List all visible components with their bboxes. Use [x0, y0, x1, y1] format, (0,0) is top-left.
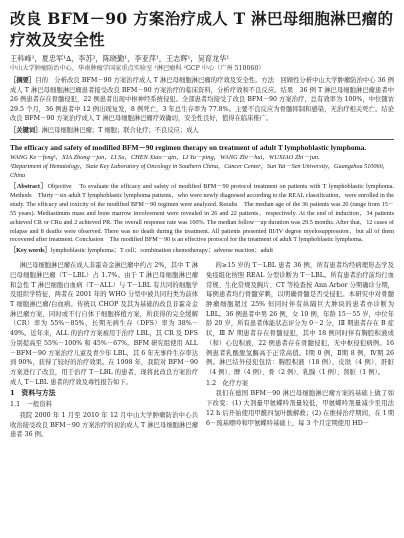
- body-right-column: [206, 261, 394, 427]
- chinese-keywords: [10, 126, 394, 136]
- chinese-abstract: [10, 76, 401, 124]
- intro-paragraph: 淋巴母细胞淋巴瘤在成人非霍奇金淋巴瘤中约占 2%，其中 T 淋巴母细胞淋巴瘤（T－LBL）占 1.7%。由于 T 淋巴母细胞淋巴瘤和急性 T 淋巴细胞白血病（T－ALL）与 T－LBL 有共同的细胞学及组织学特征，两者在 2001 年的 WHO 分型中被共同归类为前体 T 细胞淋巴瘤/白血病。传统以 CHOP 及其为基础的改良非霍奇金淋巴瘤方案，同时或不行自体干细胞移植方案，所获得的完全缓解（CR）率为 55%－85%，长期无病生存（DFS）率为 38%－49%。近年来，ALL 的治疗方案被用于治疗 LBL，其 CR 及 DFS 分别提高至 55%－100% 和 45%－67%。BFM 研究组使用 ALL－BFM－90 方案治疗儿童及青少年 LBL，其 6 年无事件生存率达到 90%，获得了较好的治疗效果。在 1998 年，我院对 BFM－90 方案进行了改良，用于治疗 T－LBL 的患者，现将此改良方案治疗成人 T－LBL 患者的疗效及毒性报告如下。: [10, 262, 198, 386]
- english-title: The efficacy and safety of modified BFM－90 regimen therapy on treatment of adult T lymphoblastic lymphoma.: [10, 143, 367, 152]
- english-abstract: [10, 183, 394, 245]
- paper-title: 改良 BFM－90 方案治疗成人 T 淋巴母细胞淋巴瘤的疗效及安全性: [10, 9, 394, 49]
- subsection-heading-regimen: 1.2 化疗方案: [206, 378, 249, 387]
- body-columns: [10, 261, 394, 439]
- english-authors: WANG Ke－feng¹，XIA Zhong－jun，LI Su，CHEN Xiao－qin，LI Ya－ping，WANG Zhi－hui，WUXIAO Zhi－jun.: [10, 154, 320, 161]
- affiliation: 中山大学肿瘤防治中心，华南肿瘤学国家重点实验室 ¹淋巴瘤科 ²GCP 中心（广州 510060）: [10, 65, 265, 72]
- section-heading-methods: 1 资料与方法: [10, 389, 56, 398]
- regimen-paragraph: 我们在德国 BFM－90 淋巴母细胞淋巴瘤方案的基础上做了如下改变：(1) 大剂量甲氨蝶呤剂量较低，甲氨蝶呤剂量减少至用法 12 h 后开始使用甲酰四氢叶酸解救；(2) 在维持治疗期间，在 I 期 6－巯基嘌呤和甲氨蝶呤基础上，每 3 个月定期使用 HD－: [206, 390, 394, 427]
- chinese-keywords-text: 淋巴母细胞淋巴瘤；T 细胞；联合化疗；不良反应；成人: [41, 126, 199, 134]
- english-keywords-label: ［Key words］: [10, 247, 51, 255]
- english-abstract-label: ［Abstract］: [10, 183, 48, 190]
- chinese-abstract-text: 目的 分析改良 BFM－90 方案治疗成人 T 淋巴母细胞淋巴瘤的疗效及安全性。方法 回顾性分析中山大学肿瘤防治中心 36 例成人 T 淋巴母细胞淋巴瘤患者接受改良 BFM－90 方案治疗的临床资料，分析疗效和不良反应。结果 36 例 T 淋巴母细胞淋巴瘤患者中 26 例患者存在骨髓侵犯，22 例患者出现中枢神经系统侵犯。全部患者均接受了改良 BFM－90 方案治疗，总有效率为 100%，中位随访 29.5 个月，36 例患者中 12 例出现复发，8 例死亡，3 年总生存率为 77.8%。主要不良反应为骨髓抑制和感染，无治疗相关死亡。结论 改良 BFM－90 方案治疗成人 T 淋巴母细胞淋巴瘤疗效确切，安全性良好，值得在临床推广。: [10, 77, 401, 122]
- english-keywords: [10, 247, 394, 256]
- general-data-paragraph: 我院 2000 年 1 月至 2010 年 12 月中山大学肿瘤防治中心共收治接受改良 BFM－90 方案治疗的初治成人 T 淋巴母细胞淋巴瘤患者 36 例。: [10, 411, 198, 439]
- divider: [10, 139, 394, 140]
- chinese-keywords-label: ［关键词］: [10, 126, 42, 134]
- english-affiliation: ¹Department of Hematology，State Key Laboratory of Oncology in Southern China，Cancer Center，Sun Yat－Sen University，Guangzhou 510060，China: [10, 163, 389, 179]
- subsection-heading-general: 1.1 一般资料: [10, 400, 53, 409]
- english-abstract-text: Objective To evaluate the efficacy and safety of modified BFM－90 protocol treatment on patients with T lymphoblastic lymphoma. Methods Thirty－six adult T lymphoblastic lymphoma patients，who were newly diagnosed according to the REAL classification，were enrolled in the study. The efficacy and toxicity of the modified BFM－90 regimen were analyzed. Results The median age of the 36 patients was 20 (range from 15－55 years). Mediastinum mass and bone marrow involvement were revealed in 26 and 22 patients，respectively. At the end of induction，34 patients achieved CR or CRu and 2 achieved PR. The overall response rate was 100%. The median follow－up duration was 29.5 months. After that，12 cases of relapse and 8 deaths were observed. There was no death during the treatment. All patients presented III/IV degree myelosuppression，but all of them recovered after treatment. Conclusion The modified BFM－90 is an effective protocol for the treatment of adult T lymphoblastic lymphoma.: [10, 183, 394, 244]
- patients-paragraph: 的≥15 岁的 T－LBL 患者 36 例，所有患者均经病理形态学及免疫组化按照 REAL 分型诊断为 T－LBL。所有患者治疗前均行血常规、生化常规及胸片、CT 等检查按 Ann Arbor 分期确诊分期，每例患者均行骨髓穿刺，以明确骨髓是否受侵犯。本研究中对骨髓肿瘤细胞超过 25% 但同时伴有纵隔巨大肿块的患者亦诊断为 LBL。36 例患者中男 26 例，女 10 例，年龄 15－55 岁，中位年龄 20 岁，所有患者体能状态评分为 0－2 分，ⅠⅡ 期患者存在 B 症状，Ⅲ Ⅳ 期患者存在骨髓侵犯，其中 18 例同时伴有胸腔积液或（和）心包积液，22 例患者存在骨髓侵犯，无中枢侵犯病例。16 例患者乳酸脱氢酶高于正常高值。Ⅰ期 0 例，Ⅱ期 8 例，Ⅳ期 26 例。淋巴结外侵犯包括：胸腔积液（18 例）、皮肤（4 例）、肝脏（4 例）、脾（4 例）、骨（2 例）、乳腺（1 例）、肾脏（1 例）。: [206, 262, 394, 376]
- english-keywords-text: lymphoblastic lymphoma；T cell；combination chemotherapy；adverse reaction；adult: [50, 247, 273, 255]
- author-list: 王科峰¹，夏忠军¹∆，李苏²，陈晓勤¹，李亚萍¹，王志辉¹，吴育龙华¹: [10, 54, 230, 63]
- body-left-column: [10, 261, 198, 439]
- chinese-abstract-label: ［摘要］: [10, 77, 36, 84]
